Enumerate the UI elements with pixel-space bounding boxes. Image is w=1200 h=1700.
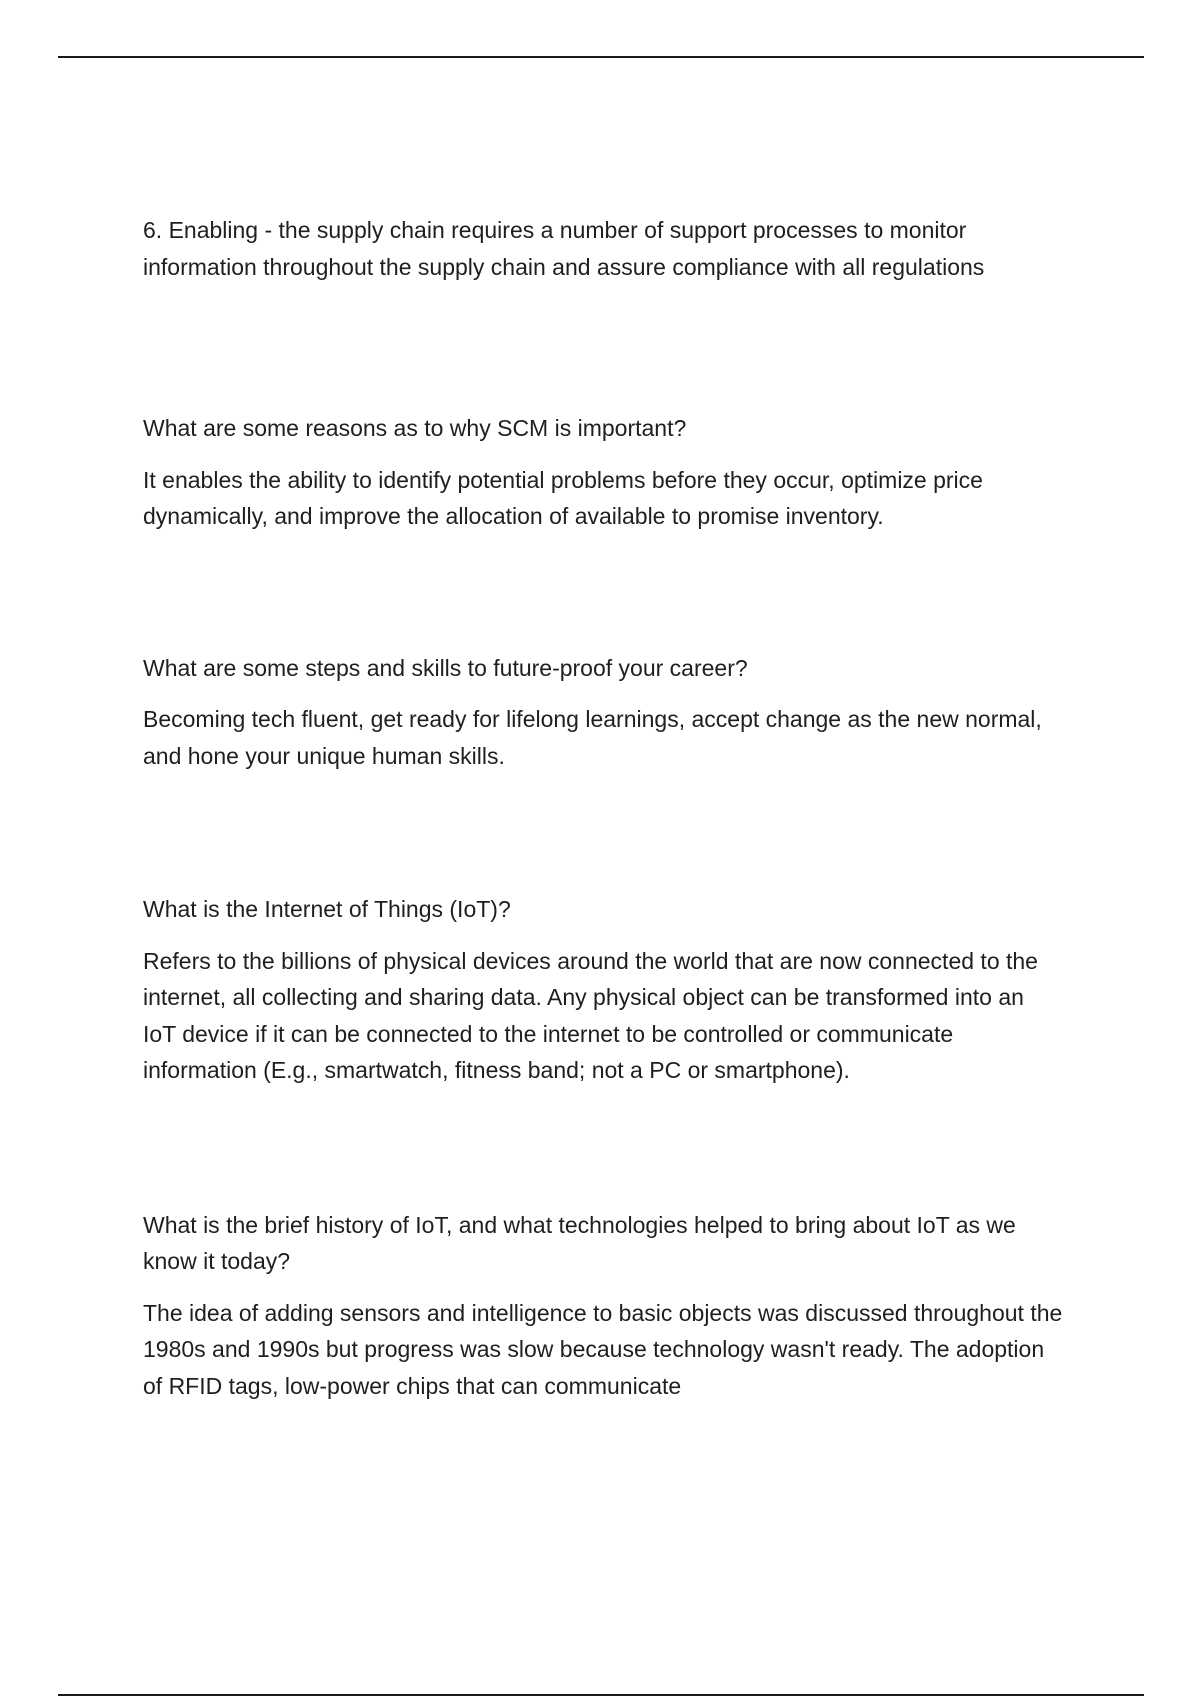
qa-block-future-proof-career — [143, 650, 1063, 775]
question: What is the Internet of Things (IoT)? — [143, 896, 511, 922]
qa-block-iot-definition — [143, 891, 1063, 1089]
spacer — [143, 1089, 1063, 1207]
qa-block-scm-importance — [143, 410, 1063, 535]
qa-block-iot-history — [143, 1207, 1063, 1405]
footer-rule — [58, 1694, 1144, 1696]
spacer — [143, 285, 1063, 410]
spacer — [143, 774, 1063, 891]
question: What is the brief history of IoT, and what technologies helped to bring about IoT as we know it today? — [143, 1211, 1016, 1274]
document-body — [143, 212, 1063, 1404]
answer: It enables the ability to identify potential problems before they occur, optimize price dynamically, and improve the allocation of available to promise inventory. — [143, 466, 983, 529]
spacer — [143, 535, 1063, 650]
answer: Becoming tech fluent, get ready for lifelong learnings, accept change as the new normal, and hone your unique human skills. — [143, 706, 1042, 769]
intro-paragraph: 6. Enabling - the supply chain requires a number of support processes to monitor information throughout the supply chain and assure compliance with all regulations — [143, 217, 985, 280]
answer: The idea of adding sensors and intelligence to basic objects was discussed throughout the 1980s and 1990s but progress was slow because technology wasn't ready. The adoption of RFID tags, low-power chips that can communicate — [143, 1299, 1063, 1399]
answer: Refers to the billions of physical devices around the world that are now connected to the internet, all collecting and sharing data. Any physical object can be transformed into an IoT device if it can be connected to the internet to be controlled or communicate information (E.g., smartwatch, fitness band; not a PC or smartphone). — [143, 947, 1038, 1083]
question: What are some steps and skills to future-proof your career? — [143, 654, 748, 681]
header-rule — [58, 56, 1144, 58]
question: What are some reasons as to why SCM is important? — [143, 415, 687, 441]
